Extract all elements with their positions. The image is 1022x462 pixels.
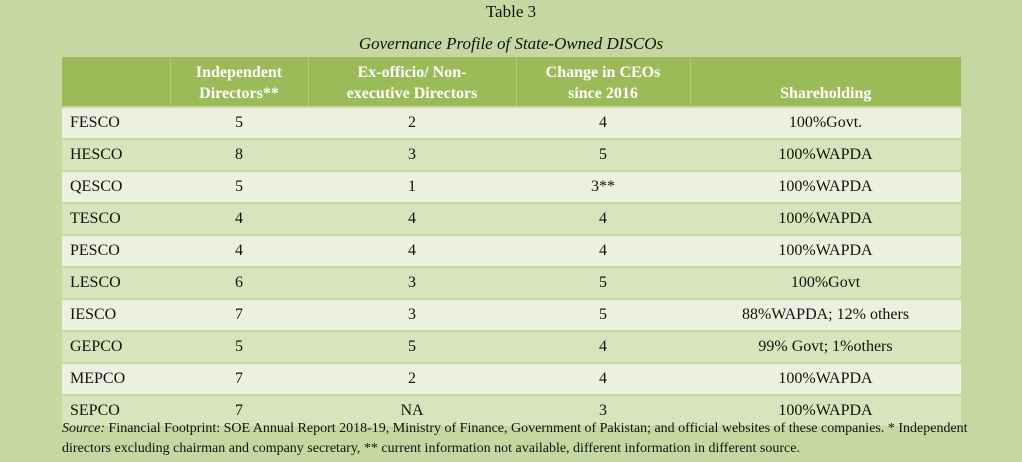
independent-directors-cell: 5 — [170, 107, 308, 139]
table-row — [62, 203, 961, 235]
company-cell: LESCO — [62, 267, 170, 299]
ex-officio-directors-cell: 2 — [308, 107, 516, 139]
company-cell: GEPCO — [62, 331, 170, 363]
ceo-changes-cell: 4 — [516, 203, 690, 235]
header-line-1: Ex-officio/ Non- — [357, 64, 467, 81]
ex-officio-directors-cell: 3 — [308, 139, 516, 171]
ceo-changes-cell: 4 — [516, 235, 690, 267]
header-line-2: since 2016 — [568, 85, 638, 102]
source-label: Source: — [62, 421, 106, 436]
table-row — [62, 363, 961, 395]
source-text: Financial Footprint: SOE Annual Report 2018-19, Ministry of Finance, Government of Pakistan; and official websites of these companies. * Independent directors excluding chairman and company secretary, ** current information not available, different information in different source. — [62, 421, 968, 456]
ex-officio-directors-cell: 2 — [308, 363, 516, 395]
governance-table — [62, 57, 961, 426]
header-independent-directors — [170, 57, 308, 107]
table-title: Governance Profile of State-Owned DISCOs — [358, 34, 664, 53]
header-line-2: Directors** — [199, 85, 279, 102]
ceo-changes-cell: 5 — [516, 139, 690, 171]
independent-directors-cell: 7 — [170, 299, 308, 331]
ceo-changes-cell: 3 — [516, 395, 690, 426]
table-row — [62, 171, 961, 203]
independent-directors-cell: 8 — [170, 139, 308, 171]
independent-directors-cell: 7 — [170, 395, 308, 426]
table-header-row — [62, 57, 961, 107]
ceo-changes-cell: 4 — [516, 363, 690, 395]
shareholding-cell: 100%Govt. — [690, 107, 961, 139]
company-cell: TESCO — [62, 203, 170, 235]
header-line-2: Shareholding — [780, 85, 872, 102]
company-cell: FESCO — [62, 107, 170, 139]
header-change-in-ceos — [516, 57, 690, 107]
header-company — [62, 57, 170, 107]
independent-directors-cell: 4 — [170, 203, 308, 235]
header-line-1: Change in CEOs — [545, 64, 661, 81]
independent-directors-cell: 4 — [170, 235, 308, 267]
table-row — [62, 299, 961, 331]
ceo-changes-cell: 5 — [516, 299, 690, 331]
independent-directors-cell: 5 — [170, 331, 308, 363]
table-row — [62, 107, 961, 139]
ex-officio-directors-cell: 3 — [308, 267, 516, 299]
independent-directors-cell: 6 — [170, 267, 308, 299]
ex-officio-directors-cell: 3 — [308, 299, 516, 331]
header-ex-officio-directors — [308, 57, 516, 107]
ex-officio-directors-cell: 4 — [308, 235, 516, 267]
shareholding-cell: 100%Govt — [690, 267, 961, 299]
ceo-changes-cell: 4 — [516, 331, 690, 363]
shareholding-cell: 88%WAPDA; 12% others — [690, 299, 961, 331]
table-row — [62, 331, 961, 363]
header-shareholding — [690, 57, 961, 107]
ex-officio-directors-cell: NA — [308, 395, 516, 426]
ceo-changes-cell: 3** — [516, 171, 690, 203]
ex-officio-directors-cell: 4 — [308, 203, 516, 235]
table-number: Table 3 — [485, 2, 537, 21]
independent-directors-cell: 7 — [170, 363, 308, 395]
shareholding-cell: 100%WAPDA — [690, 171, 961, 203]
ex-officio-directors-cell: 5 — [308, 331, 516, 363]
shareholding-cell: 100%WAPDA — [690, 395, 961, 426]
ceo-changes-cell: 4 — [516, 107, 690, 139]
source-note — [62, 419, 972, 459]
table-row — [62, 267, 961, 299]
header-line-1: Independent — [195, 64, 283, 81]
company-cell: HESCO — [62, 139, 170, 171]
shareholding-cell: 100%WAPDA — [690, 235, 961, 267]
shareholding-cell: 99% Govt; 1%others — [690, 331, 961, 363]
independent-directors-cell: 5 — [170, 171, 308, 203]
header-line-2: executive Directors — [346, 85, 478, 102]
ex-officio-directors-cell: 1 — [308, 171, 516, 203]
shareholding-cell: 100%WAPDA — [690, 203, 961, 235]
table-row — [62, 235, 961, 267]
shareholding-cell: 100%WAPDA — [690, 363, 961, 395]
shareholding-cell: 100%WAPDA — [690, 139, 961, 171]
company-cell: QESCO — [62, 171, 170, 203]
company-cell: SEPCO — [62, 395, 170, 426]
ceo-changes-cell: 5 — [516, 267, 690, 299]
company-cell: IESCO — [62, 299, 170, 331]
company-cell: MEPCO — [62, 363, 170, 395]
company-cell: PESCO — [62, 235, 170, 267]
table-row — [62, 139, 961, 171]
